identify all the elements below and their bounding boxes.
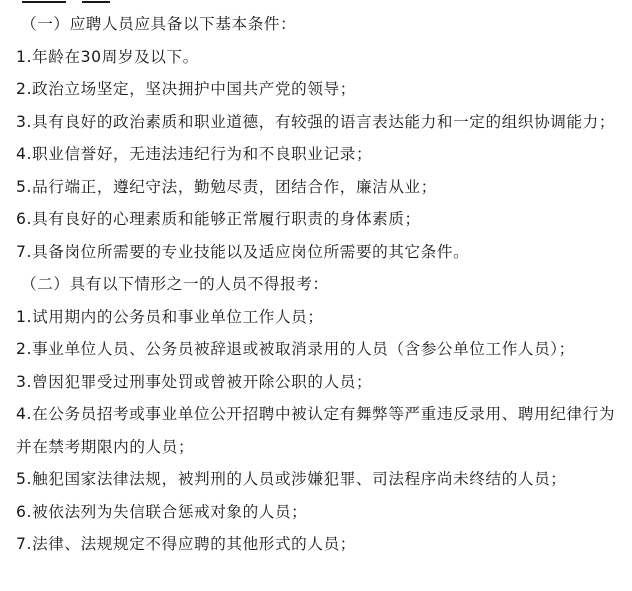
section1-item-6: 6.具有良好的心理素质和能够正常履行职责的身体素质； — [16, 210, 421, 228]
section1-item-5: 5.品行端正，遵纪守法，勤勉尽责，团结合作，廉洁从业； — [16, 177, 437, 196]
section2-item-2: 2.事业单位人员、公务员被辞退或被取消录用的人员（含参公单位工作人员）； — [16, 340, 575, 358]
cropped-text-fragment — [22, 1, 66, 3]
section1-item-2: 2.政治立场坚定，坚决拥护中国共产党的领导； — [16, 80, 356, 98]
section1-heading: （一）应聘人员应具备以下基本条件： — [21, 15, 297, 33]
section2-item-3: 3.曾因犯罪受过刑事处罚或曾被开除公职的人员； — [16, 372, 373, 391]
section2-item-1: 1.试用期内的公务员和事业单位工作人员； — [16, 307, 324, 326]
section1-item-3: 3.具有良好的政治素质和职业道德，有较强的语言表达能力和一定的组织协调能力； — [16, 112, 616, 131]
section2-item-6: 6.被依法列为失信联合惩戒对象的人员； — [16, 502, 308, 521]
section1-item-1: 1.年龄在30周岁及以下。 — [16, 47, 199, 66]
section2-item-4: 4.在公务员招考或事业单位公开招聘中被认定有舞弊等严重违反录用、聘用纪律行为并在禁考期限内的人员； — [16, 405, 616, 456]
cropped-text-fragment — [82, 1, 110, 3]
section2-item-5: 5.触犯国家法律法规，被判刑的人员或涉嫌犯罪、司法程序尚未终结的人员； — [16, 470, 567, 488]
section1-item-4: 4.职业信誉好，无违法违纪行为和不良职业记录； — [16, 145, 373, 163]
requirements-text — [16, 8, 624, 561]
section2-heading: （二）具有以下情形之一的人员不得报考： — [21, 275, 329, 293]
cropped-previous-line — [22, 0, 132, 3]
section1-item-7: 7.具备岗位所需要的专业技能以及适应岗位所需要的其它条件。 — [16, 242, 470, 261]
section2-item-7: 7.法律、法规规定不得应聘的其他形式的人员； — [16, 535, 356, 553]
